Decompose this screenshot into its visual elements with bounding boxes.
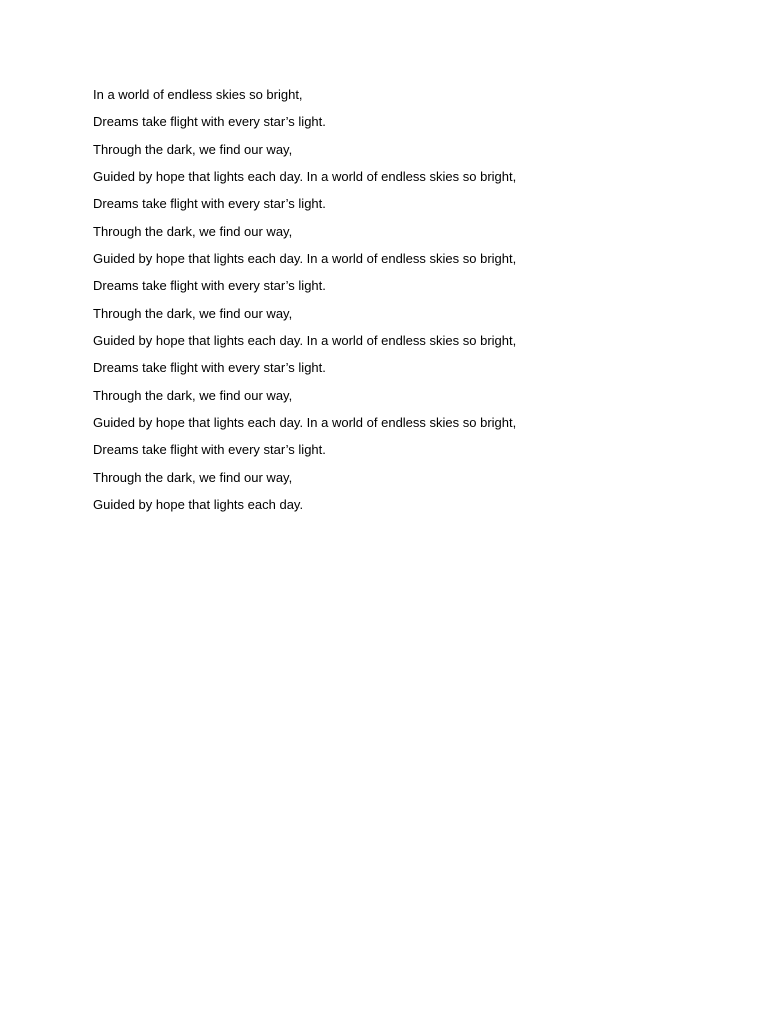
text-line: In a world of endless skies so bright, — [93, 87, 303, 102]
text-line: Guided by hope that lights each day. In a world of endless skies so bright, — [93, 415, 517, 431]
text-line: Guided by hope that lights each day. In a world of endless skies so bright, — [93, 169, 517, 185]
text-line: Guided by hope that lights each day. In a world of endless skies so bright, — [93, 333, 517, 349]
text-line: Dreams take flight with every star’s light. — [93, 442, 326, 458]
text-line: Dreams take flight with every star’s light. — [93, 360, 326, 376]
text-line: Through the dark, we find our way, — [93, 141, 293, 157]
text-line: Dreams take flight with every star’s light. — [93, 196, 326, 212]
text-line: Through the dark, we find our way, — [93, 305, 293, 321]
text-line: Through the dark, we find our way, — [93, 387, 293, 403]
text-line: Dreams take flight with every star’s light. — [93, 278, 326, 294]
text-line: Through the dark, we find our way, — [93, 223, 293, 239]
text-line: Dreams take flight with every star’s light. — [93, 114, 326, 130]
poem-text-block — [93, 86, 693, 524]
text-line: Guided by hope that lights each day. — [93, 497, 304, 513]
text-line: Guided by hope that lights each day. In a world of endless skies so bright, — [93, 251, 517, 267]
text-line: Through the dark, we find our way, — [93, 469, 293, 485]
